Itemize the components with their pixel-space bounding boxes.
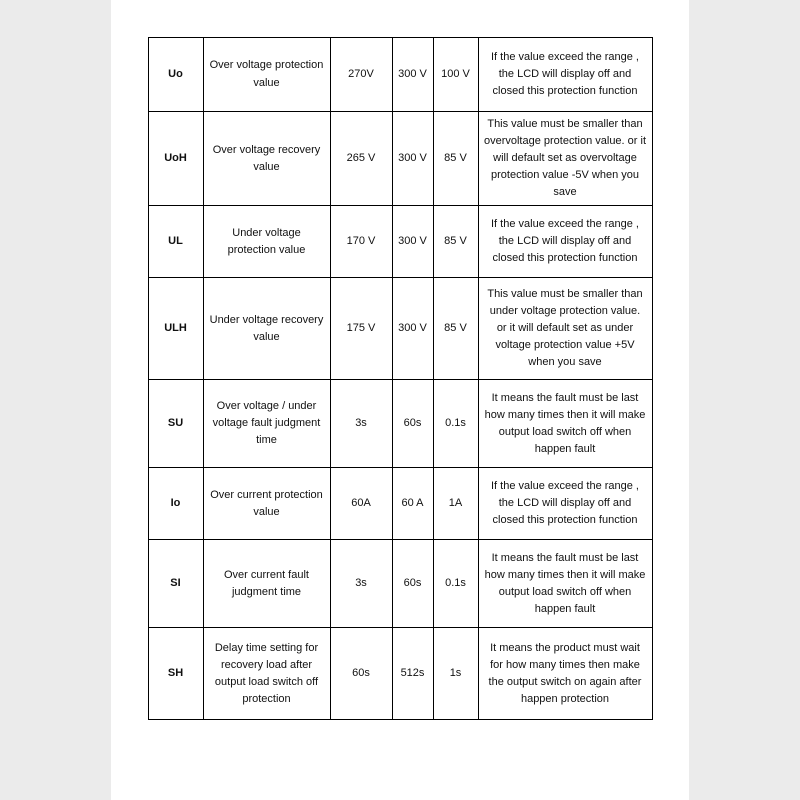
cell-value-2: 512s xyxy=(392,628,433,720)
cell-description: Over voltage / under voltage fault judgment time xyxy=(203,380,330,468)
table-row xyxy=(148,278,652,380)
cell-description: Over voltage protection value xyxy=(203,38,330,112)
cell-code: Uo xyxy=(148,38,203,112)
cell-code: UL xyxy=(148,206,203,278)
cell-description: Under voltage protection value xyxy=(203,206,330,278)
spec-table xyxy=(148,37,653,720)
cell-description: Over current fault judgment time xyxy=(203,540,330,628)
cell-value-1: 3s xyxy=(330,380,392,468)
cell-code: SU xyxy=(148,380,203,468)
cell-note: It means the product must wait for how many times then make the output switch on again after happen protection xyxy=(478,628,652,720)
cell-value-2: 300 V xyxy=(392,112,433,206)
cell-code: SH xyxy=(148,628,203,720)
cell-value-2: 300 V xyxy=(392,38,433,112)
document-page xyxy=(111,0,689,800)
cell-code: Io xyxy=(148,468,203,540)
cell-note: If the value exceed the range , the LCD will display off and closed this protection function xyxy=(478,206,652,278)
cell-code: UoH xyxy=(148,112,203,206)
cell-value-1: 170 V xyxy=(330,206,392,278)
cell-value-2: 300 V xyxy=(392,206,433,278)
cell-note: If the value exceed the range , the LCD will display off and closed this protection function xyxy=(478,468,652,540)
cell-code: SI xyxy=(148,540,203,628)
cell-description: Over voltage recovery value xyxy=(203,112,330,206)
cell-value-3: 85 V xyxy=(433,112,478,206)
cell-value-1: 265 V xyxy=(330,112,392,206)
cell-description: Under voltage recovery value xyxy=(203,278,330,380)
cell-value-1: 270V xyxy=(330,38,392,112)
cell-value-1: 3s xyxy=(330,540,392,628)
cell-value-3: 100 V xyxy=(433,38,478,112)
cell-value-3: 85 V xyxy=(433,278,478,380)
cell-value-1: 60A xyxy=(330,468,392,540)
table-row xyxy=(148,380,652,468)
cell-value-3: 85 V xyxy=(433,206,478,278)
cell-value-3: 1A xyxy=(433,468,478,540)
cell-description: Over current protection value xyxy=(203,468,330,540)
cell-value-2: 300 V xyxy=(392,278,433,380)
cell-note: It means the fault must be last how many times then it will make output load switch off when happen fault xyxy=(478,380,652,468)
cell-note: This value must be smaller than under voltage protection value. or it will default set as under voltage protection value +5V when you save xyxy=(478,278,652,380)
cell-value-1: 175 V xyxy=(330,278,392,380)
cell-note: If the value exceed the range , the LCD will display off and closed this protection function xyxy=(478,38,652,112)
table-row xyxy=(148,112,652,206)
table-row xyxy=(148,206,652,278)
cell-value-2: 60s xyxy=(392,380,433,468)
table-row xyxy=(148,628,652,720)
cell-value-2: 60s xyxy=(392,540,433,628)
table-row xyxy=(148,468,652,540)
cell-value-3: 1s xyxy=(433,628,478,720)
cell-value-3: 0.1s xyxy=(433,380,478,468)
cell-value-2: 60 A xyxy=(392,468,433,540)
cell-note: This value must be smaller than overvoltage protection value. or it will default set as overvoltage protection value -5V when you save xyxy=(478,112,652,206)
table-row xyxy=(148,540,652,628)
table-row xyxy=(148,38,652,112)
cell-value-1: 60s xyxy=(330,628,392,720)
cell-description: Delay time setting for recovery load after output load switch off protection xyxy=(203,628,330,720)
cell-note: It means the fault must be last how many times then it will make output load switch off when happen fault xyxy=(478,540,652,628)
cell-value-3: 0.1s xyxy=(433,540,478,628)
cell-code: ULH xyxy=(148,278,203,380)
